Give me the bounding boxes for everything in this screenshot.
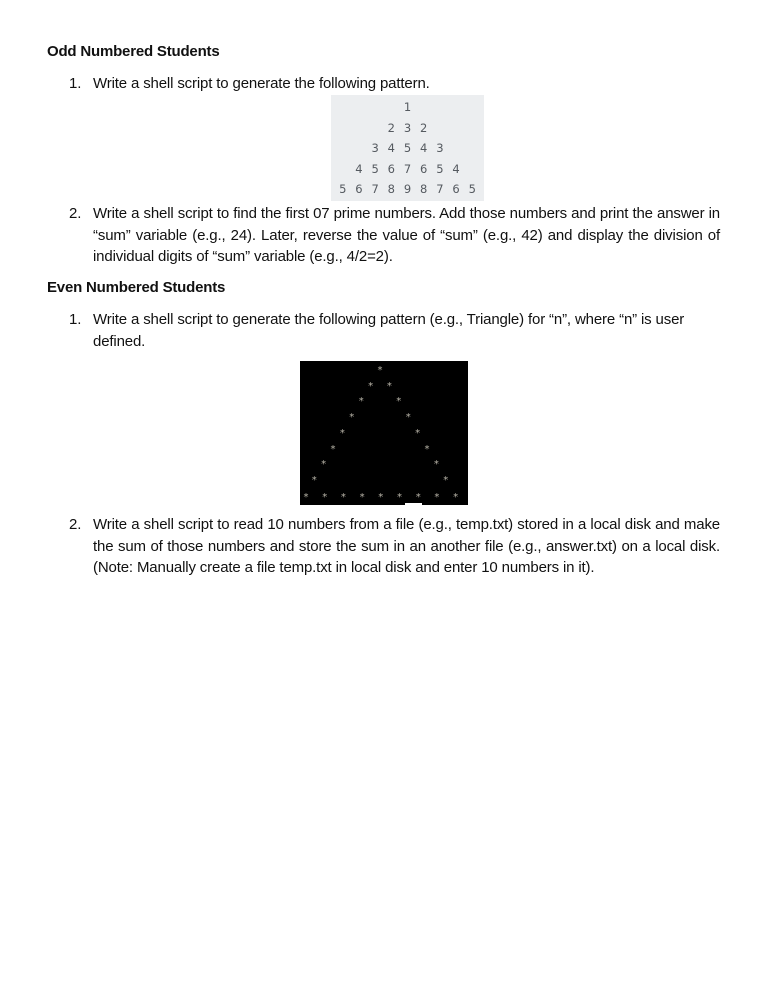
pattern-digit: 4 bbox=[420, 141, 428, 155]
pattern-digit: 7 bbox=[436, 182, 444, 196]
star-glyph: * bbox=[434, 491, 440, 503]
star-glyph: * bbox=[433, 459, 439, 471]
star-glyph: * bbox=[321, 459, 327, 471]
odd-list-item-1 bbox=[69, 73, 720, 95]
pattern-digit: 6 bbox=[355, 182, 363, 196]
pattern-digit: 5 bbox=[436, 161, 444, 176]
pattern-digit: 4 bbox=[387, 141, 395, 155]
pattern-digit: 6 bbox=[452, 182, 460, 196]
pattern-digit: 5 bbox=[403, 141, 412, 155]
figure-edge-mark bbox=[405, 503, 422, 505]
star-glyph: * bbox=[386, 380, 392, 392]
pattern-digit: 3 bbox=[371, 141, 379, 155]
pattern-row bbox=[331, 118, 484, 138]
pattern-digit: 2 bbox=[420, 120, 428, 135]
pattern-row bbox=[331, 159, 484, 179]
pattern-digit: 4 bbox=[452, 161, 460, 176]
star-glyph: * bbox=[397, 491, 402, 503]
odd-section-heading: Odd Numbered Students bbox=[47, 43, 220, 60]
star-glyph: * bbox=[340, 491, 346, 503]
pattern-digit: 8 bbox=[387, 182, 395, 196]
list-number: 2. bbox=[69, 516, 82, 533]
star-glyph: * bbox=[415, 427, 421, 439]
pattern-digit: 6 bbox=[387, 161, 395, 176]
even-list-item-2 bbox=[69, 514, 720, 579]
pattern-digit: 6 bbox=[420, 161, 428, 176]
star-glyph: * bbox=[424, 443, 430, 455]
pattern-row bbox=[331, 179, 484, 199]
number-pattern-figure bbox=[331, 95, 484, 201]
pattern-digit: 3 bbox=[403, 120, 412, 135]
star-glyph: * bbox=[311, 474, 317, 486]
pattern-digit: 9 bbox=[403, 182, 412, 196]
star-glyph: * bbox=[377, 365, 383, 376]
pattern-row bbox=[331, 138, 484, 158]
pattern-digit: 3 bbox=[436, 141, 444, 155]
pattern-digit: 5 bbox=[468, 182, 476, 196]
list-item-text: Write a shell script to find the first 07 prime numbers. Add those numbers and print the answer in “sum” variable (e.g., 24). Later, reverse the value of “sum” (e.g., 42) and display the division of individual digits of “sum” variable (e.g., 4/2=2). bbox=[93, 205, 720, 265]
star-glyph: * bbox=[339, 427, 345, 439]
star-glyph: * bbox=[378, 491, 384, 503]
star-glyph: * bbox=[453, 491, 459, 503]
even-section-heading: Even Numbered Students bbox=[47, 279, 226, 296]
star-glyph: * bbox=[405, 412, 411, 424]
star-glyph: * bbox=[349, 412, 355, 424]
star-glyph: * bbox=[368, 380, 374, 392]
star-glyph: * bbox=[330, 443, 336, 455]
star-glyph: * bbox=[322, 491, 328, 503]
pattern-digit: 4 bbox=[355, 161, 363, 176]
star-glyph: * bbox=[359, 491, 365, 503]
star-glyph: * bbox=[396, 396, 402, 408]
pattern-digit: 7 bbox=[371, 182, 379, 196]
pattern-digit: 2 bbox=[387, 120, 395, 135]
star-glyph: * bbox=[358, 396, 364, 408]
pattern-digit: 8 bbox=[420, 182, 428, 196]
odd-list-item-2 bbox=[69, 203, 720, 268]
list-item-text: Write a shell script to generate the following pattern (e.g., Triangle) for “n”, where “n” is user defined. bbox=[93, 311, 685, 350]
pattern-digit: 1 bbox=[403, 100, 412, 114]
star-triangle-figure bbox=[300, 361, 468, 505]
list-number: 1. bbox=[69, 75, 82, 92]
list-number: 1. bbox=[69, 311, 82, 328]
star-glyph: * bbox=[303, 491, 309, 503]
pattern-digit: 7 bbox=[403, 161, 412, 176]
star-glyph: * bbox=[415, 491, 421, 503]
star-glyph: * bbox=[443, 474, 449, 486]
list-item-text: Write a shell script to read 10 numbers from a file (e.g., temp.txt) stored in a local disk and make the sum of those numbers and store the sum in an another file (e.g., answer.txt) on a local disk. (Note: Manually create a file temp.txt in local disk and enter 10 numbers in it). bbox=[93, 516, 720, 576]
pattern-digit: 5 bbox=[339, 182, 347, 196]
pattern-row bbox=[331, 97, 484, 117]
list-item-text: Write a shell script to generate the following pattern. bbox=[93, 75, 430, 92]
pattern-digit: 5 bbox=[371, 161, 379, 176]
even-list-item-1 bbox=[69, 309, 720, 352]
list-number: 2. bbox=[69, 205, 82, 222]
